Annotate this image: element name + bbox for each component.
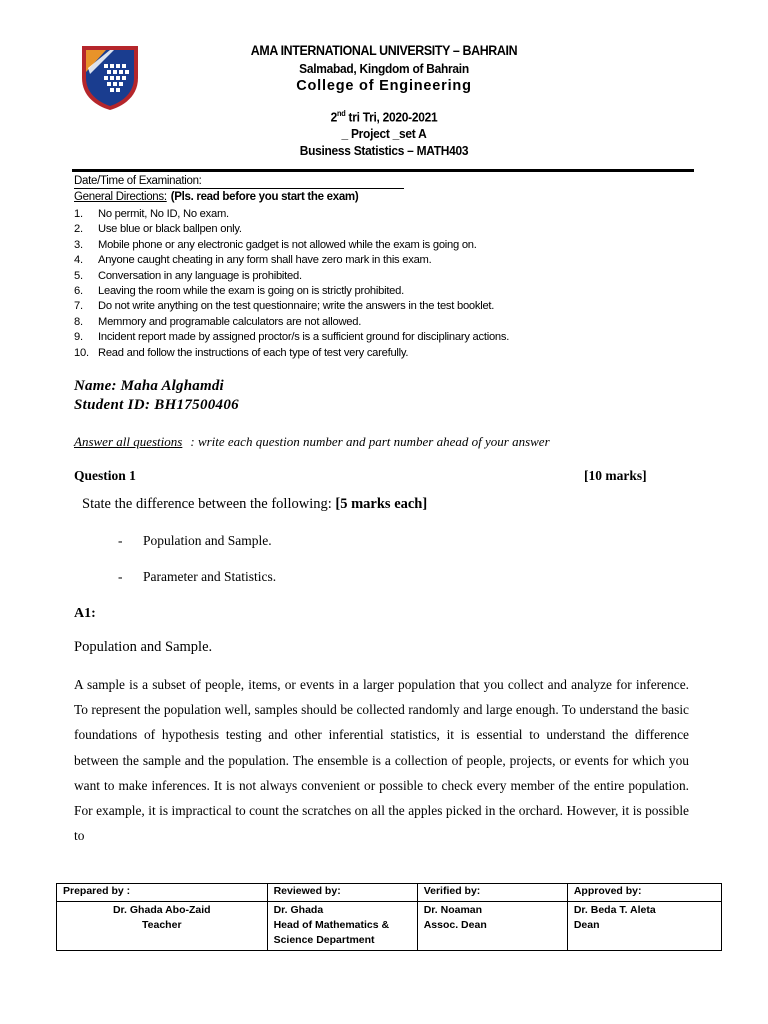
list-item: - Parameter and Statistics.: [118, 569, 277, 584]
trimester: 2nd tri Tri, 2020-2021: [330, 109, 438, 125]
question-title: Question 1: [74, 468, 136, 483]
directions-list: [74, 207, 509, 361]
answer-label: A1:: [74, 606, 96, 621]
list-item: 5. Conversation in any language is prohibited.: [74, 269, 302, 282]
list-item: 6. Leaving the room while the exam is going on is strictly prohibited.: [74, 284, 404, 297]
directions-note: (Pls. read before you start the exam): [170, 191, 359, 203]
approval-table: [56, 883, 722, 951]
verified-by-header: Verified by:: [417, 884, 567, 902]
university-location: Salmabad, Kingdom of Bahrain: [299, 61, 469, 76]
list-item: 3. Mobile phone or any electronic gadget is not allowed while the exam is going on.: [74, 238, 477, 251]
list-item: 9. Incident report made by assigned proctor/s is a sufficient ground for disciplinary actions.: [74, 331, 510, 344]
list-item: - Population and Sample.: [118, 533, 272, 548]
verified-by-cell: Dr. Noaman Assoc. Dean: [417, 902, 567, 951]
question-marks: [10 marks]: [584, 468, 647, 483]
list-item: 2. Use blue or black ballpen only.: [74, 223, 242, 236]
question-prompt: State the difference between the following: [5 marks each]: [82, 496, 428, 512]
exam-datetime-field: Date/Time of Examination:: [74, 175, 404, 189]
general-directions-title: [74, 191, 358, 203]
list-item: 10. Read and follow the instructions of each type of test very carefully.: [74, 346, 409, 359]
reviewed-by-cell: Dr. Ghada Head of Mathematics & Science Department: [267, 902, 417, 951]
list-item: 4. Anyone caught cheating in any form shall have zero mark in this exam.: [74, 254, 432, 267]
answer-subheading: Population and Sample.: [74, 639, 213, 655]
reviewed-by-header: Reviewed by:: [267, 884, 417, 902]
student-id: Student ID: BH17500406: [74, 397, 239, 413]
prepared-by-cell: Dr. Ghada Abo-Zaid Teacher: [57, 902, 268, 951]
header-divider: [72, 169, 694, 172]
answer-paragraph: A sample is a subset of people, items, or events in a larger population that you collect and analyze for inference. To represent the population well, samples should be collected randomly and large enough. To understand the basic foundations of hypothesis testing and other inferential statistics, it is essential to understand the difference between the sample and the population. The ensemble is a collection of people, projects, or events for which you want to make inferences. It is not always convenient or possible to check every member of the entire population. For example, it is impractical to count the scratches on all the apples picked in the orchard. However, it is possible to: [74, 677, 689, 844]
course-title: Business Statistics – MATH403: [299, 143, 469, 158]
approved-by-cell: Dr. Beda T. Aleta Dean: [567, 902, 721, 951]
answer-instructions: Answer all questions : write each question number and part number ahead of your answer: [74, 434, 550, 449]
college-name: College of Engineering: [296, 78, 472, 94]
university-name: AMA INTERNATIONAL UNIVERSITY – BAHRAIN: [250, 43, 518, 58]
directions-label: General Directions:: [74, 191, 167, 203]
prepared-by-header: Prepared by :: [57, 884, 268, 902]
project-title: _ Project _set A: [341, 126, 427, 141]
list-item: 7. Do not write anything on the test questionnaire; write the answers in the test booklet.: [74, 300, 495, 313]
approved-by-header: Approved by:: [567, 884, 721, 902]
student-name: Name: Maha Alghamdi: [74, 378, 224, 394]
list-item: 1. No permit, No ID, No exam.: [74, 208, 229, 220]
list-item: 8. Memmory and programable calculators are not allowed.: [74, 315, 362, 328]
